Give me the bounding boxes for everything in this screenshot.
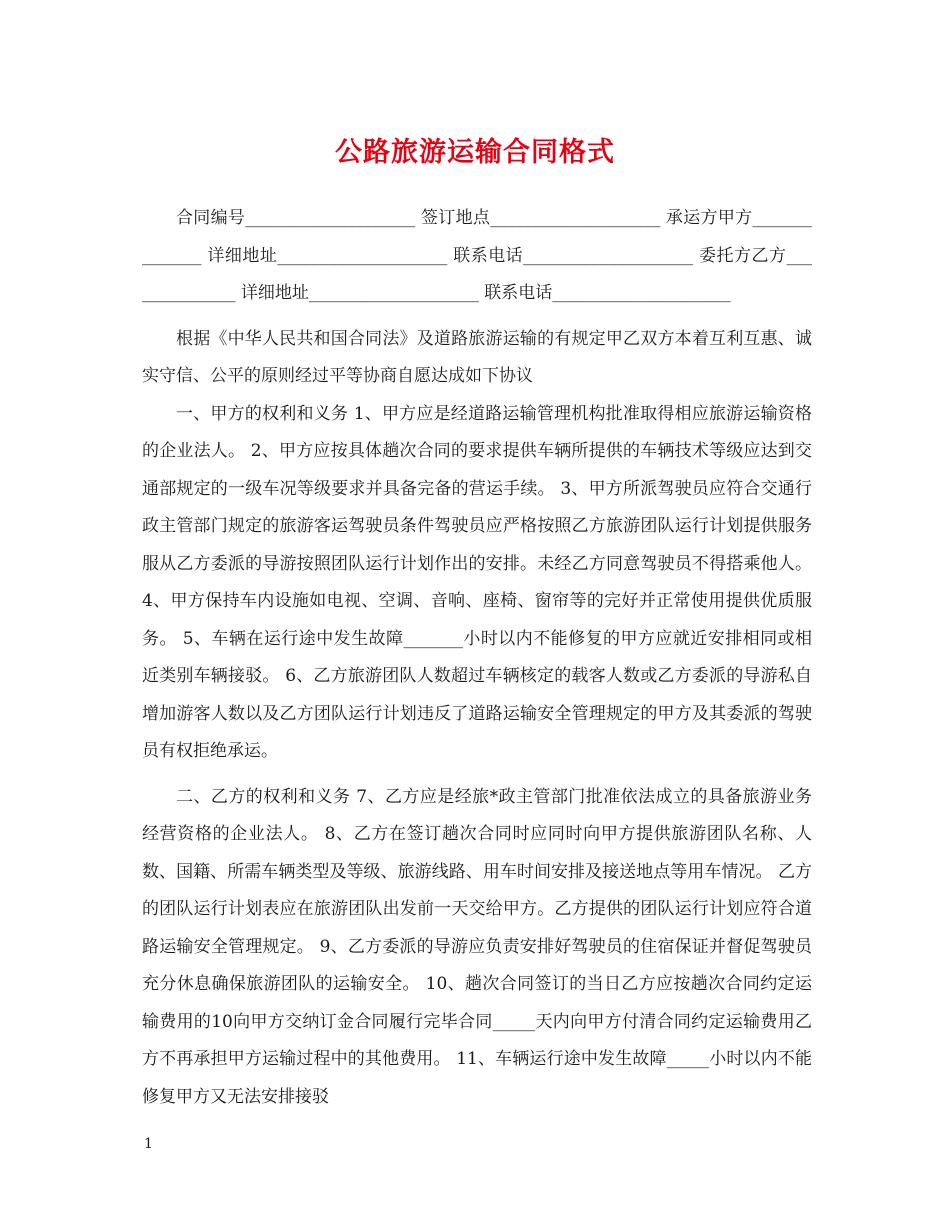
section-1-paragraph: 一、甲方的权利和义务 1、甲方应是经道路运输管理机构批准取得相应旅游运输资格的企业法人。 2、甲方应按具体趟次合同的要求提供车辆所提供的车辆技术等级应达到交通部规定的一级车况等级要求并具备完备的营运手续。 3、甲方所派驾驶员应符合交通行政主管部门规定的旅游客运驾驶员条件驾驶员应严格按照乙方旅游团队运行计划提供服务服从乙方委派的导游按照团队运行计划作出的安排。未经乙方同意驾驶员不得搭乘他人。 4、甲方保持车内设施如电视、空调、音响、座椅、窗帘等的完好并正常使用提供优质服务。 5、车辆在运行途中发生故障_______小时以内不能修复的甲方应就近安排相同或相近类别车辆接驳。 6、乙方旅游团队人数超过车辆核定的载客人数或乙方委派的导游私自增加游客人数以及乙方团队运行计划违反了道路运输安全管理规定的甲方及其委派的驾驶员有权拒绝承运。 <box>142 403 812 761</box>
page-number: 1 <box>144 1136 153 1152</box>
document-title: 公路旅游运输合同格式 <box>335 137 615 168</box>
intro-paragraph: 根据《中华人民共和国合同法》及道路旅游运输的有规定甲乙双方本着互利互惠、诚实守信、公平的原则经过平等协商自愿达成如下协议 <box>142 328 812 386</box>
document-body <box>142 200 812 1116</box>
section-2-paragraph: 二、乙方的权利和义务 7、乙方应是经旅*政主管部门批准依法成立的具备旅游业务经营资格的企业法人。 8、乙方在签订趟次合同时应同时向甲方提供旅游团队名称、人数、国籍、所需车辆类型及等级、旅游线路、用车时间安排及接送地点等用车情况。 乙方的团队运行计划表应在旅游团队出发前一天交给甲方。乙方提供的团队运行计划应符合道路运输安全管理规定。 9、乙方委派的导游应负责安排好驾驶员的住宿保证并督促驾驶员充分休息确保旅游团队的运输安全。 10、趟次合同签订的当日乙方应按趟次合同约定运输费用的10向甲方交纳订金合同履行完毕合同_____天内向甲方付清合同约定运输费用乙方不再承担甲方运输过程中的其他费用。 11、车辆运行途中发生故障_____小时以内不能修复甲方又无法安排接驳 <box>142 786 812 1107</box>
contract-header-fields: 合同编号____________________ 签订地点____________________ 承运方甲方______________ 详细地址____________________ 联系电话____________________ 委托方乙方______________ 详细地址____________________ 联系电话_____________________ <box>142 208 812 303</box>
